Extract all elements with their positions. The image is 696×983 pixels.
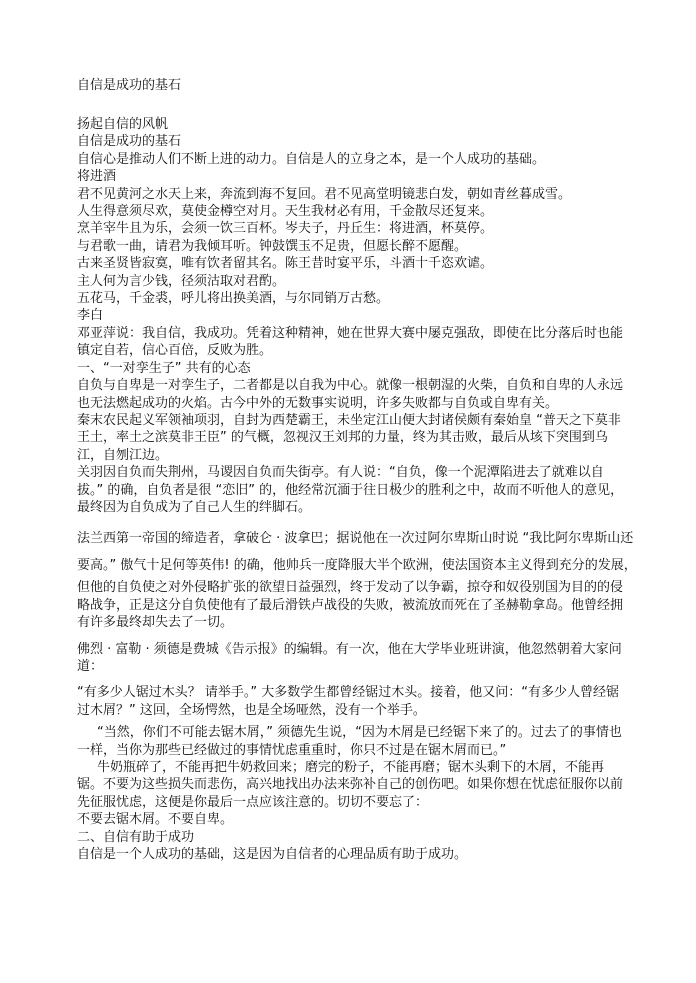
heading-confidence: 自信是成功的基石 bbox=[77, 134, 182, 150]
poem-line: 与君歌一曲，请君为我倾耳听。钟鼓馔玉不足贵，但愿长醉不愿醒。 bbox=[77, 238, 468, 254]
answer-paragraph: “当然，你们不可能去锯木屑，” 须德先生说，“因为木屑是已经锯下来了的。过去了的事情也一样，当你为那些已经做过的事情忧虑重重时，你只不过是在锯木屑而已。” bbox=[77, 725, 622, 758]
poem-line: 主人何为言少钱，径须沽取对君酌。 bbox=[77, 273, 286, 289]
reminder-line: 不要去锯木屑。不要自卑。 bbox=[77, 812, 234, 828]
napoleon-paragraph: 但他的自负使之对外侵略扩张的欲望日益强烈，终于发动了以争霸，掠夺和奴役别国为目的的侵略战争，正是这分自负使他有了最后滑铁卢战役的失败，被流放而死在了圣赫勒拿岛。他曾经拥有许多最终却失去了一切。 bbox=[77, 580, 624, 631]
twins-paragraph: 自负与自卑是一对孪生子，二者都是以自我为中心。就像一根朝湿的火柴，自负和自卑的人永远也无法燃起成功的火焰。古今中外的无数事实说明，许多失败都与自负或自卑有关。 bbox=[77, 378, 624, 411]
milk-paragraph: 牛奶瓶碎了，不能再把牛奶救回来；磨完的粉子，不能再磨；锯木头剩下的木屑，不能再锯。不要为这些损失而悲伤，高兴地找出办法来弥补自己的创伤吧。如果你想在忧虑征服你以前先征服忧虑，这便是你最后一点应该注意的。切切不要忘了： bbox=[77, 760, 624, 810]
intro-paragraph: 自信心是推动人们不断上进的动力。自信是人的立身之本，是一个人成功的基础。 bbox=[77, 151, 546, 167]
ford-paragraph: 佛烈 · 富勒 · 须德是费城《告示报》的编辑。有一次，他在大学毕业班讲演，他忽然朝着大家问道： bbox=[77, 641, 622, 674]
napoleon-line: 法兰西第一帝国的缔造者，拿破仑 · 波拿巴；据说他在一次过阿尔卑斯山时说 “我比阿尔卑斯山还 bbox=[77, 531, 634, 547]
poem-line: 人生得意须尽欢，莫使金樽空对月。天生我材必有用，千金散尽还复来。 bbox=[77, 204, 494, 220]
guan-yu-paragraph: 关羽因自负而失荆州，马谡因自负而失街亭。有人说：“自负，像一个泥潭陷进去了就难以自拔。” 的确，自负者是很 “恋旧” 的，他经常沉湎于往日极少的胜利之中，故而不听他人的意见，最终因为自负成为了自己人生的绊脚石。 bbox=[77, 465, 624, 515]
xiang-yu-paragraph: 秦末农民起义军领袖项羽，自封为西楚霸王，未坐定江山便大封诸侯颇有秦始皇 “普天之下莫非王土，率土之滨莫非王臣” 的气概，忽视汉王刘邦的力量，终为其击败，最后从垓下突围到乌江，自刎江边。 bbox=[77, 412, 621, 463]
poem-line: 五花马，千金裘，呼儿将出换美酒，与尔同销万古愁。 bbox=[77, 291, 390, 307]
final-paragraph: 自信是一个人成功的基础，这是因为自信者的心理品质有助于成功。 bbox=[77, 847, 468, 863]
poem-author: 李白 bbox=[77, 308, 104, 324]
heading-raise-sails: 扬起自信的风帆 bbox=[77, 117, 169, 132]
question-paragraph: “有多少人锯过木头？ 请举手。” 大多数学生都曾经锯过木头。接着，他又问：“有多少人曾经锯过木屑？” 这回，全场愕然，也是全场哑然，没有一个举手。 bbox=[77, 685, 619, 718]
poem-line: 古来圣贤皆寂寞，唯有饮者留其名。陈王昔时宴平乐，斗酒十千恣欢谑。 bbox=[77, 256, 494, 272]
deng-paragraph: 邓亚萍说：我自信，我成功。凭着这种精神，她在世界大赛中屡克强敌，即使在比分落后时也能镇定自若，信心百倍，反败为胜。 bbox=[77, 325, 624, 359]
document-body bbox=[77, 116, 637, 863]
poem-line: 君不见黄河之水天上来，奔流到海不复回。君不见高堂明镜悲白发，朝如青丝暮成雪。 bbox=[77, 186, 572, 202]
poem-line: 烹羊宰牛且为乐，会须一饮三百杯。岑夫子，丹丘生：将进酒，杯莫停。 bbox=[77, 221, 494, 237]
document-title: 自信是成功的基石 bbox=[77, 78, 182, 93]
poem-title: 将进酒 bbox=[77, 169, 117, 185]
section-heading-2: 二、自信有助于成功 bbox=[77, 829, 195, 845]
section-heading-1: 一、“一对孪生子” 共有的心态 bbox=[77, 360, 251, 376]
napoleon-line: 要高。” 傲气十足何等英伟! 的确，他帅兵一度降服大半个欧洲，使法国资本主义得到充分的发展， bbox=[77, 558, 637, 574]
